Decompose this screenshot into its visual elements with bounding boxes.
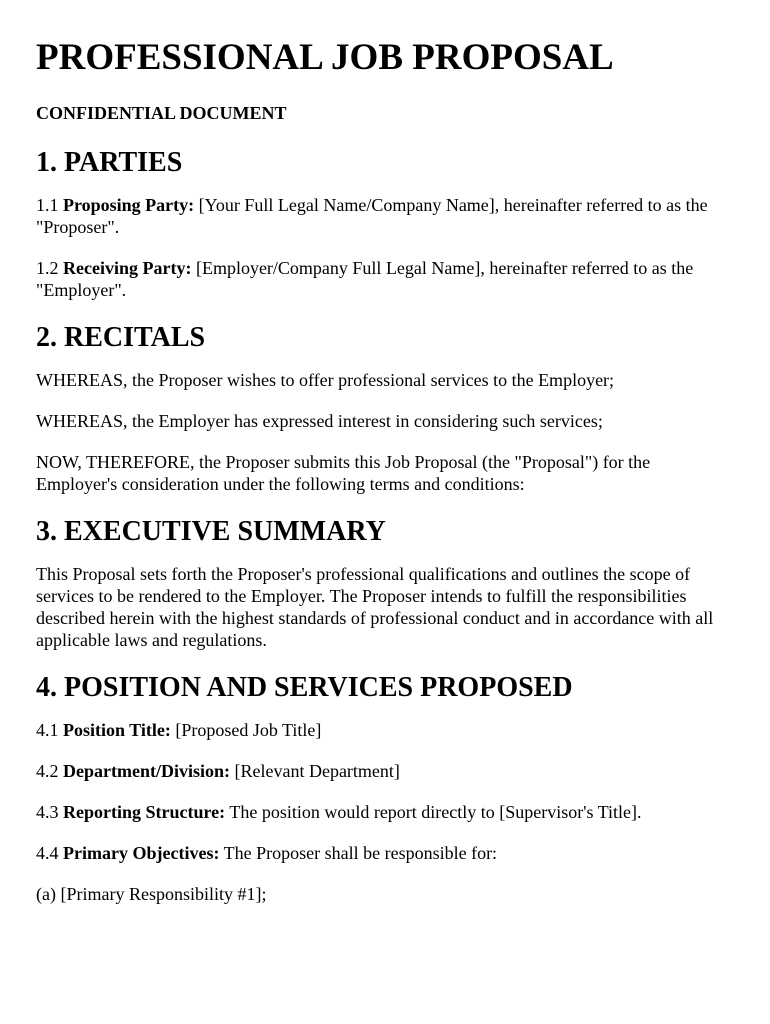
recital-3: NOW, THEREFORE, the Proposer submits this Job Proposal (the "Proposal") for the Employer's consideration under the following terms and conditions:	[36, 452, 651, 494]
recital-2: WHEREAS, the Employer has expressed interest in considering such services;	[36, 411, 603, 431]
clause-4-1	[36, 719, 734, 741]
clause-number: 4.4	[36, 843, 59, 863]
clause-number: 1.2	[36, 258, 59, 278]
clause-number: 4.3	[36, 802, 59, 822]
section-position-services	[36, 671, 734, 905]
clause-4-3	[36, 801, 734, 823]
clause-label: Proposing Party:	[63, 195, 195, 215]
clause-label: Department/Division:	[63, 761, 230, 781]
section-recitals	[36, 321, 734, 495]
clause-4-4	[36, 842, 734, 864]
clause-label: Receiving Party:	[63, 258, 192, 278]
clause-number: 4.1	[36, 720, 59, 740]
document-title: PROFESSIONAL JOB PROPOSAL	[36, 37, 614, 78]
summary-paragraph: This Proposal sets forth the Proposer's professional qualifications and outlines the scope of services to be rendered to the Employer. The Proposer intends to fulfill the responsibilities described herein with the highest standards of professional conduct and in accordance with all applicable laws and regulations.	[36, 564, 714, 650]
clause-text: [Your Full Legal Name/Company Name], hereinafter referred to as the "Proposer".	[36, 195, 708, 237]
clause-number: 4.2	[36, 761, 59, 781]
list-item-a: (a) [Primary Responsibility #1];	[36, 884, 267, 904]
clause-label: Primary Objectives:	[63, 843, 220, 863]
clause-1-1	[36, 194, 734, 238]
clause-text: The position would report directly to [Supervisor's Title].	[229, 802, 642, 822]
section-parties	[36, 146, 734, 301]
section-heading: 3. EXECUTIVE SUMMARY	[36, 516, 386, 547]
clause-label: Reporting Structure:	[63, 802, 226, 822]
clause-1-2	[36, 257, 734, 301]
section-heading: 4. POSITION AND SERVICES PROPOSED	[36, 672, 573, 703]
section-heading: 1. PARTIES	[36, 147, 183, 178]
clause-text: [Employer/Company Full Legal Name], hereinafter referred to as the "Employer".	[36, 258, 694, 300]
clause-label: Position Title:	[63, 720, 171, 740]
clause-4-2	[36, 760, 734, 782]
clause-text: [Proposed Job Title]	[175, 720, 322, 740]
document-subtitle: CONFIDENTIAL DOCUMENT	[36, 103, 287, 123]
clause-number: 1.1	[36, 195, 59, 215]
clause-text: [Relevant Department]	[234, 761, 400, 781]
recital-1: WHEREAS, the Proposer wishes to offer professional services to the Employer;	[36, 370, 615, 390]
clause-text: The Proposer shall be responsible for:	[223, 843, 498, 863]
section-heading: 2. RECITALS	[36, 322, 206, 353]
section-executive-summary	[36, 515, 734, 651]
